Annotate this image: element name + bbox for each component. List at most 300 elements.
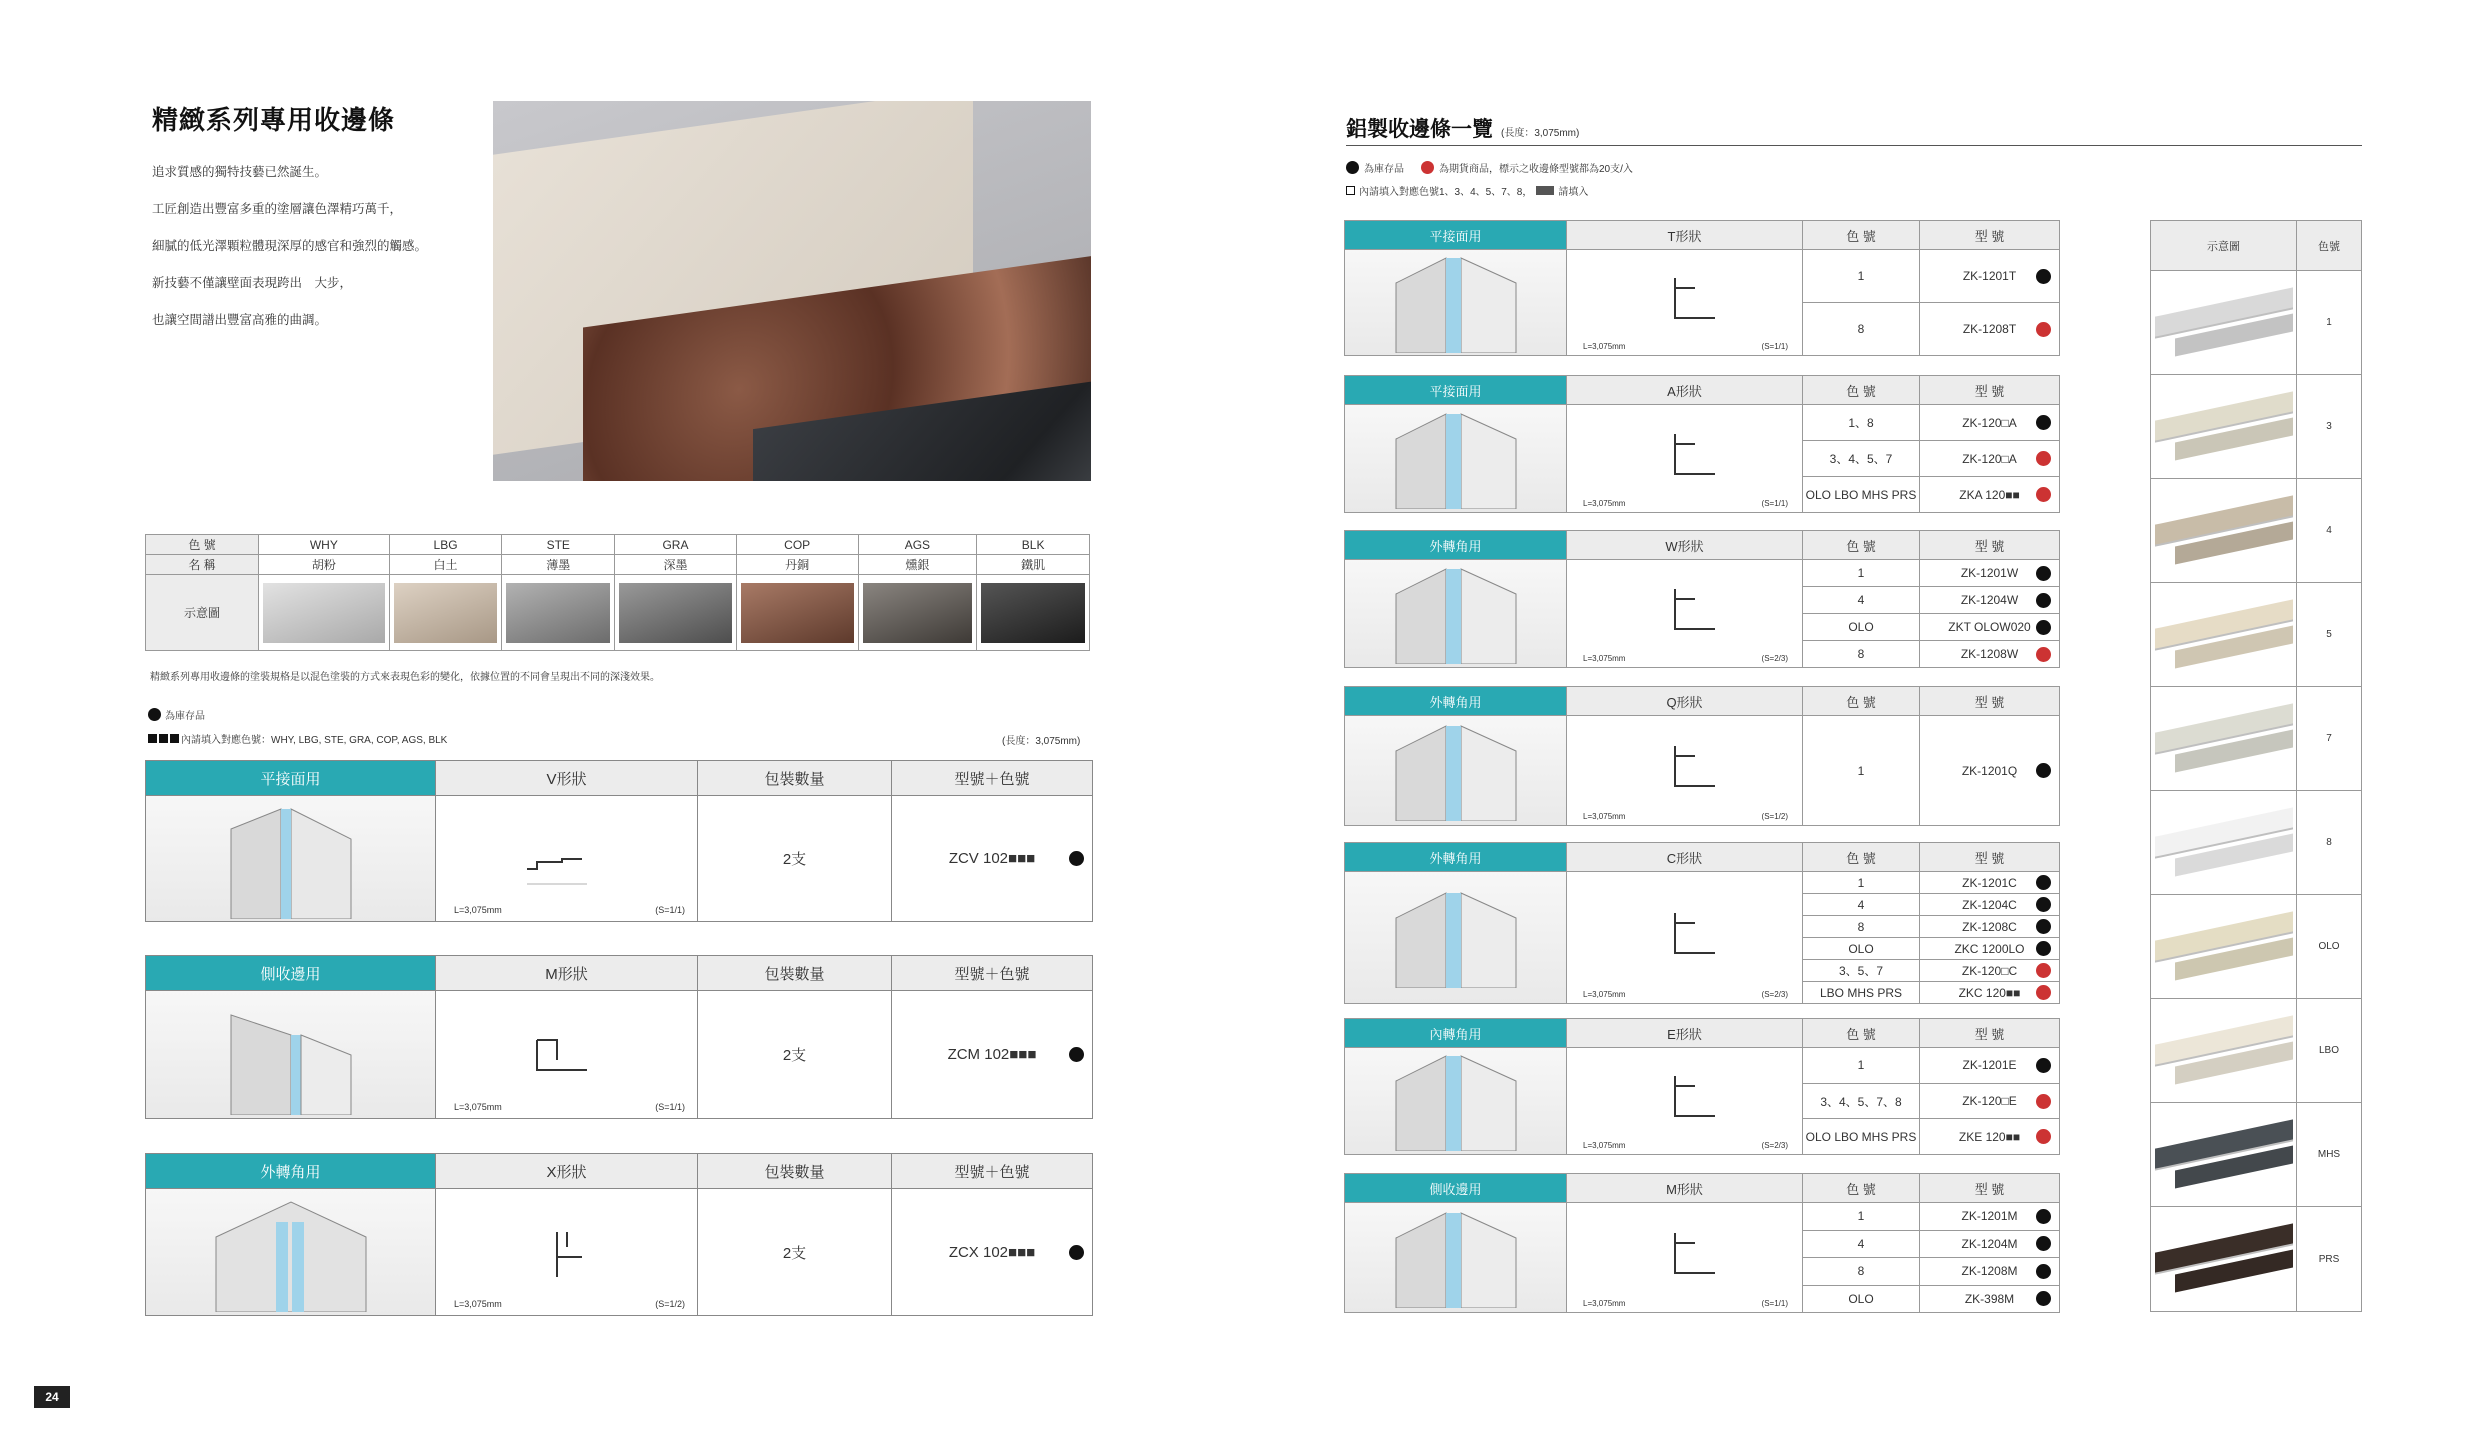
install-illustration (1345, 716, 1567, 825)
length-label: L=3,075mm (1583, 499, 1626, 508)
table-row (1803, 1048, 1919, 1084)
stock-icon (1069, 1047, 1084, 1062)
aluminum-table (1344, 1018, 2060, 1155)
swatch-row (2151, 687, 2361, 791)
stock-icon (2036, 763, 2051, 778)
model-value: ZK-1208M (1961, 1264, 2018, 1279)
color-name: 白土 (389, 555, 502, 575)
intro-line: 也讓空間譜出豐富高雅的曲調。 (152, 313, 328, 327)
model-value: ZK-1201T (1962, 269, 2017, 283)
model-header: 型 號 (1920, 531, 2059, 559)
color-code: 1 (1857, 566, 1865, 580)
shape-label: Q形狀 (1567, 687, 1803, 715)
stock-icon (2036, 566, 2051, 581)
swatch-code: 1 (2326, 317, 2332, 328)
scale-label: (S=1/1) (1761, 1299, 1788, 1308)
table-row (1803, 250, 1919, 303)
color-code: OLO (1848, 941, 1874, 956)
color-name: 鐵肌 (977, 555, 1090, 575)
stock-icon (2036, 1058, 2051, 1073)
profile-drawing (436, 1189, 698, 1315)
table-row (1920, 614, 2059, 641)
model-value: ZCM 102■■■ (947, 1046, 1037, 1063)
scale-label: (S=1/1) (655, 1102, 685, 1112)
color-note: 精緻系列專用收邊條的塗裝規格是以混色塗裝的方式來表現色彩的變化，依據位置的不同會呈現出不同的深淺效果。 (150, 672, 660, 683)
order-icon (2036, 322, 2051, 337)
table-row (1803, 1258, 1919, 1286)
color-name: 燻銀 (858, 555, 977, 575)
model-header: 型號＋色號 (892, 1154, 1092, 1188)
color-sample-blk (977, 575, 1090, 651)
profile-drawing (1567, 1203, 1803, 1312)
model-header: 型 號 (1920, 687, 2059, 715)
model-value: ZCV 102■■■ (948, 850, 1036, 867)
color-header: 色 號 (1803, 221, 1920, 249)
aluminum-table (1344, 530, 2060, 668)
swatch-table (2150, 220, 2362, 1312)
table-row (1803, 405, 1919, 441)
model-value: ZK-1201E (1962, 1058, 2017, 1073)
page-title-right: 鋁製收邊條一覽 (1346, 118, 1493, 141)
swatch-row (2151, 1103, 2361, 1207)
swatch-code: 4 (2326, 525, 2332, 536)
product-photo (493, 101, 1091, 481)
order-icon (2036, 963, 2051, 978)
color-table (145, 534, 1090, 651)
stock-icon (1069, 851, 1084, 866)
model-header: 型號＋色號 (892, 761, 1092, 795)
scale-label: (S=1/1) (1761, 499, 1788, 508)
table-row (1920, 587, 2059, 614)
color-code: 1 (1857, 1209, 1865, 1224)
aluminum-table (1344, 375, 2060, 513)
color-header: 色 號 (1803, 531, 1920, 559)
qty-header: 包裝數量 (698, 761, 892, 795)
model-value: ZK-398M (1964, 1291, 2015, 1306)
color-code: 3、4、5、7、8 (1820, 1094, 1902, 1109)
model-value: ZCX 102■■■ (948, 1243, 1036, 1261)
swatch-code: 7 (2326, 733, 2332, 744)
model-value: ZKE 120■■ (1958, 1129, 2021, 1144)
install-illustration (1345, 872, 1567, 1003)
color-code: 3、4、5、7 (1829, 452, 1893, 466)
swatch-code: 3 (2326, 421, 2332, 432)
table-row (1803, 587, 1919, 614)
color-code: AGS (858, 535, 977, 555)
swatch-row (2151, 895, 2361, 999)
aluminum-table (1344, 220, 2060, 356)
length-label: L=3,075mm (454, 905, 502, 915)
legend-fill-text: 內請填入對應色號：WHY, LBG, STE, GRA, COP, AGS, BLK (181, 735, 448, 746)
table-row (1920, 641, 2059, 667)
right-legend-1 (1346, 160, 1633, 175)
use-label: 外轉角用 (1345, 843, 1567, 871)
profile-drawing (1567, 405, 1803, 512)
qty-value: 2支 (698, 1189, 892, 1315)
install-illustration (146, 1189, 436, 1315)
swatch-image (2151, 1207, 2297, 1311)
table-row (1920, 477, 2059, 512)
table-row (1920, 872, 2059, 894)
swatch-row (2151, 1207, 2361, 1311)
profile-drawing (436, 991, 698, 1118)
qty-header: 包裝數量 (698, 1154, 892, 1188)
swatch-code: PRS (2318, 1253, 2340, 1265)
model-value: ZKC 120■■ (1958, 985, 2021, 1000)
color-header: 色 號 (1803, 1174, 1920, 1202)
table-row (1920, 1258, 2059, 1286)
swatch-row (2151, 479, 2361, 583)
model-value: ZK-120□A (1962, 451, 2017, 466)
table-row (1920, 1119, 2059, 1154)
table-row (1920, 894, 2059, 916)
table-row (1920, 441, 2059, 477)
table-row (1920, 303, 2059, 355)
legend-text: 請填入 (1558, 187, 1589, 198)
model-header: 型 號 (1920, 221, 2059, 249)
table-row (1803, 916, 1919, 938)
install-illustration (1345, 405, 1567, 512)
color-code: WHY (259, 535, 390, 555)
color-sample-cop (736, 575, 858, 651)
use-label: 平接面用 (1345, 221, 1567, 249)
model-value: ZKT OLOW020 (1948, 620, 2031, 634)
model-value: ZK-1208T (1962, 322, 2017, 336)
use-label: 外轉角用 (1345, 687, 1567, 715)
order-icon (1421, 161, 1434, 174)
stock-icon (2036, 593, 2051, 608)
model-value: ZK-120□A (1962, 415, 2017, 430)
color-code: 8 (1857, 919, 1865, 934)
stock-icon (2036, 620, 2051, 635)
install-illustration (146, 991, 436, 1118)
use-label: 外轉角用 (1345, 531, 1567, 559)
model-header: 型 號 (1920, 1174, 2059, 1202)
table-row (1803, 716, 1919, 825)
color-code: 4 (1857, 897, 1865, 912)
stock-icon (1069, 1245, 1084, 1260)
legend-text: 為期貨商品，標示之收邊條型號都為20支/入 (1439, 164, 1633, 175)
color-header: 色 號 (1803, 1019, 1920, 1047)
model-value: ZKA 120■■ (1959, 487, 2020, 502)
color-code: STE (502, 535, 615, 555)
color-header: 色 號 (1803, 376, 1920, 404)
length-label: L=3,075mm (1583, 1299, 1626, 1308)
color-name: 胡粉 (259, 555, 390, 575)
title-rule (1346, 145, 2362, 146)
color-code: GRA (615, 535, 737, 555)
length-note: (長度：3,075mm) (1002, 736, 1081, 747)
swatch-image (2151, 999, 2297, 1102)
intro-line: 新技藝不僅讓壁面表現跨出 大步， (152, 276, 353, 290)
color-code: 8 (1857, 1264, 1865, 1279)
table-row (1803, 960, 1919, 982)
scale-label: (S=1/1) (1761, 342, 1788, 351)
color-code: LBG (389, 535, 502, 555)
table-row (1803, 614, 1919, 641)
color-name: 丹銅 (736, 555, 858, 575)
model-cell (892, 1189, 1092, 1315)
length-label: L=3,075mm (1583, 1141, 1626, 1150)
color-code: OLO LBO MHS PRS (1805, 487, 1917, 502)
profile-drawing (1567, 716, 1803, 825)
swatch-image (2151, 375, 2297, 478)
table-row (1803, 982, 1919, 1003)
profile-drawing (1567, 872, 1803, 1003)
swatch-image (2151, 791, 2297, 894)
table-row (1920, 960, 2059, 982)
length-label: L=3,075mm (454, 1102, 502, 1112)
color-sample-lbg (389, 575, 502, 651)
table-row (1920, 560, 2059, 587)
color-name-header: 名 稱 (146, 555, 259, 575)
intro-text (152, 154, 427, 339)
scale-label: (S=2/3) (1761, 1141, 1788, 1150)
color-code-header: 色 號 (146, 535, 259, 555)
color-sample-gra (615, 575, 737, 651)
order-icon (2036, 1129, 2051, 1144)
length-label: L=3,075mm (454, 1299, 502, 1309)
swatch-row (2151, 271, 2361, 375)
profile-drawing (1567, 1048, 1803, 1154)
shape-label: E形狀 (1567, 1019, 1803, 1047)
stock-icon (2036, 269, 2051, 284)
page-title-left: 精緻系列專用收邊條 (152, 105, 396, 135)
table-row (1920, 1231, 2059, 1259)
product-table-m (145, 955, 1093, 1119)
table-row (1803, 1203, 1919, 1231)
length-label: L=3,075mm (1583, 342, 1626, 351)
model-cell (892, 796, 1092, 921)
color-name: 深墨 (615, 555, 737, 575)
model-value: ZK-1204M (1961, 1236, 2018, 1251)
table-row (1803, 560, 1919, 587)
color-code: 3、5、7 (1838, 964, 1884, 978)
legend-stock (148, 707, 205, 722)
stock-icon (2036, 941, 2051, 956)
color-sample-why (259, 575, 390, 651)
stock-icon (1346, 161, 1359, 174)
use-label: 外轉角用 (146, 1154, 436, 1188)
product-table-v (145, 760, 1093, 922)
swatch-row (2151, 375, 2361, 479)
length-subtitle: (長度：3,075mm) (1501, 128, 1580, 139)
model-value: ZK-1201Q (1961, 763, 2018, 778)
use-label: 內轉角用 (1345, 1019, 1567, 1047)
color-code: COP (736, 535, 858, 555)
legend-text: 內請填入對應色號1、3、4、5、7、8， (1359, 187, 1533, 198)
table-row (1803, 1286, 1919, 1313)
qty-value: 2支 (698, 796, 892, 921)
swatch-code: 5 (2326, 629, 2332, 640)
stock-icon (2036, 1209, 2051, 1224)
table-row (1803, 894, 1919, 916)
model-value: ZK-1201M (1961, 1209, 2018, 1224)
qty-header: 包裝數量 (698, 956, 892, 990)
model-value: ZK-1204W (1960, 593, 2019, 607)
color-code: LBO MHS PRS (1819, 985, 1903, 1000)
table-row (1920, 250, 2059, 303)
scale-label: (S=2/3) (1761, 990, 1788, 999)
scale-label: (S=1/2) (1761, 812, 1788, 821)
swatch-code-header: 色號 (2318, 240, 2340, 253)
model-value: ZK-120□C (1961, 963, 2018, 978)
profile-drawing (436, 796, 698, 921)
length-label: L=3,075mm (1583, 654, 1626, 663)
aluminum-table (1344, 686, 2060, 826)
use-label: 平接面用 (1345, 376, 1567, 404)
color-code: OLO (1848, 1291, 1874, 1306)
order-icon (2036, 985, 2051, 1000)
order-icon (2036, 487, 2051, 502)
color-header: 色 號 (1803, 843, 1920, 871)
swatch-image (2151, 1103, 2297, 1206)
table-row (1920, 716, 2059, 825)
table-row (1920, 1048, 2059, 1084)
table-row (1803, 1119, 1919, 1154)
stock-icon (2036, 919, 2051, 934)
stock-icon (2036, 1236, 2051, 1251)
stock-icon (148, 708, 161, 721)
table-row (1803, 1084, 1919, 1120)
product-table-x (145, 1153, 1093, 1316)
model-header: 型 號 (1920, 843, 2059, 871)
color-code: 1、8 (1848, 416, 1874, 430)
color-code: 1 (1857, 875, 1865, 890)
color-img-header: 示意圖 (146, 575, 259, 651)
swatch-code: LBO (2318, 1045, 2339, 1056)
color-code: 1 (1857, 763, 1865, 778)
color-code: 8 (1857, 322, 1865, 336)
stock-icon (2036, 897, 2051, 912)
model-value: ZK-1208W (1960, 647, 2019, 661)
shape-label: V形狀 (436, 761, 698, 795)
swatch-img-header: 示意圖 (2151, 221, 2297, 270)
color-code: OLO (1848, 620, 1874, 634)
stock-icon (2036, 875, 2051, 890)
table-row (1803, 477, 1919, 512)
swatch-image (2151, 895, 2297, 998)
install-illustration (146, 796, 436, 921)
model-header: 型號＋色號 (892, 956, 1092, 990)
model-value: ZK-1201C (1962, 875, 2017, 890)
order-icon (2036, 1094, 2051, 1109)
aluminum-table (1344, 842, 2060, 1004)
scale-label: (S=2/3) (1761, 654, 1788, 663)
stock-icon (2036, 415, 2051, 430)
use-label: 側收邊用 (1345, 1174, 1567, 1202)
table-row (1920, 1084, 2059, 1120)
color-code: BLK (977, 535, 1090, 555)
swatch-image (2151, 479, 2297, 582)
legend-stock-text: 為庫存品 (165, 711, 205, 722)
legend-text: 為庫存品 (1364, 164, 1404, 175)
swatch-code: MHS (2317, 1149, 2341, 1160)
length-label: L=3,075mm (1583, 990, 1626, 999)
color-code: 1 (1857, 1058, 1865, 1073)
order-icon (2036, 647, 2051, 662)
install-illustration (1345, 560, 1567, 667)
color-header: 色 號 (1803, 687, 1920, 715)
scale-label: (S=1/1) (655, 905, 685, 915)
table-row (1920, 1286, 2059, 1313)
shape-label: T形狀 (1567, 221, 1803, 249)
model-value: ZK-1204C (1962, 897, 2017, 912)
legend-fill (148, 731, 447, 746)
swatch-image (2151, 271, 2297, 374)
table-row (1803, 641, 1919, 667)
color-code: 1 (1857, 269, 1865, 283)
install-illustration (1345, 1203, 1567, 1312)
swatch-row (2151, 583, 2361, 687)
scale-label: (S=1/2) (655, 1299, 685, 1309)
shape-label: M形狀 (1567, 1174, 1803, 1202)
table-row (1920, 982, 2059, 1003)
swatch-code: OLO (2318, 941, 2340, 952)
profile-drawing (1567, 560, 1803, 667)
model-value: ZK-1201W (1960, 566, 2019, 580)
swatch-row (2151, 999, 2361, 1103)
shape-label: A形狀 (1567, 376, 1803, 404)
swatch-row (2151, 791, 2361, 895)
order-icon (2036, 451, 2051, 466)
table-row (1920, 1203, 2059, 1231)
profile-drawing (1567, 250, 1803, 355)
table-row (1803, 938, 1919, 960)
table-row (1803, 872, 1919, 894)
color-sample-ags (858, 575, 977, 651)
use-label: 側收邊用 (146, 956, 436, 990)
install-illustration (1345, 1048, 1567, 1154)
length-label: L=3,075mm (1583, 812, 1626, 821)
table-row (1920, 938, 2059, 960)
table-row (1920, 916, 2059, 938)
model-value: ZKC 1200LO (1954, 941, 2025, 956)
model-header: 型 號 (1920, 1019, 2059, 1047)
page-number: 24 (34, 1386, 70, 1408)
table-row (1803, 303, 1919, 355)
color-code: OLO LBO MHS PRS (1805, 1129, 1917, 1144)
intro-line: 工匠創造出豐富多重的塗層讓色澤精巧萬千， (152, 202, 403, 216)
qty-value: 2支 (698, 991, 892, 1118)
swatch-image (2151, 583, 2297, 686)
use-label: 平接面用 (146, 761, 436, 795)
right-title (1346, 113, 1579, 143)
color-name: 薄墨 (502, 555, 615, 575)
color-code: 8 (1857, 647, 1865, 661)
model-value: ZK-1208C (1962, 919, 2017, 934)
swatch-image (2151, 687, 2297, 790)
table-row (1803, 441, 1919, 477)
color-code: 4 (1857, 593, 1865, 607)
table-row (1920, 405, 2059, 441)
stock-icon (2036, 1264, 2051, 1279)
intro-line: 細膩的低光澤顆粒體現深厚的感官和強烈的觸感。 (152, 239, 428, 253)
intro-line: 追求質感的獨特技藝已然誕生。 (152, 165, 328, 179)
shape-label: C形狀 (1567, 843, 1803, 871)
model-header: 型 號 (1920, 376, 2059, 404)
shape-label: W形狀 (1567, 531, 1803, 559)
color-code: 4 (1857, 1236, 1865, 1251)
aluminum-table (1344, 1173, 2060, 1313)
swatch-code: 8 (2326, 837, 2332, 848)
stock-icon (2036, 1291, 2051, 1306)
color-sample-ste (502, 575, 615, 651)
shape-label: X形狀 (436, 1154, 698, 1188)
table-row (1803, 1231, 1919, 1259)
install-illustration (1345, 250, 1567, 355)
model-value: ZK-120□E (1962, 1094, 2017, 1108)
